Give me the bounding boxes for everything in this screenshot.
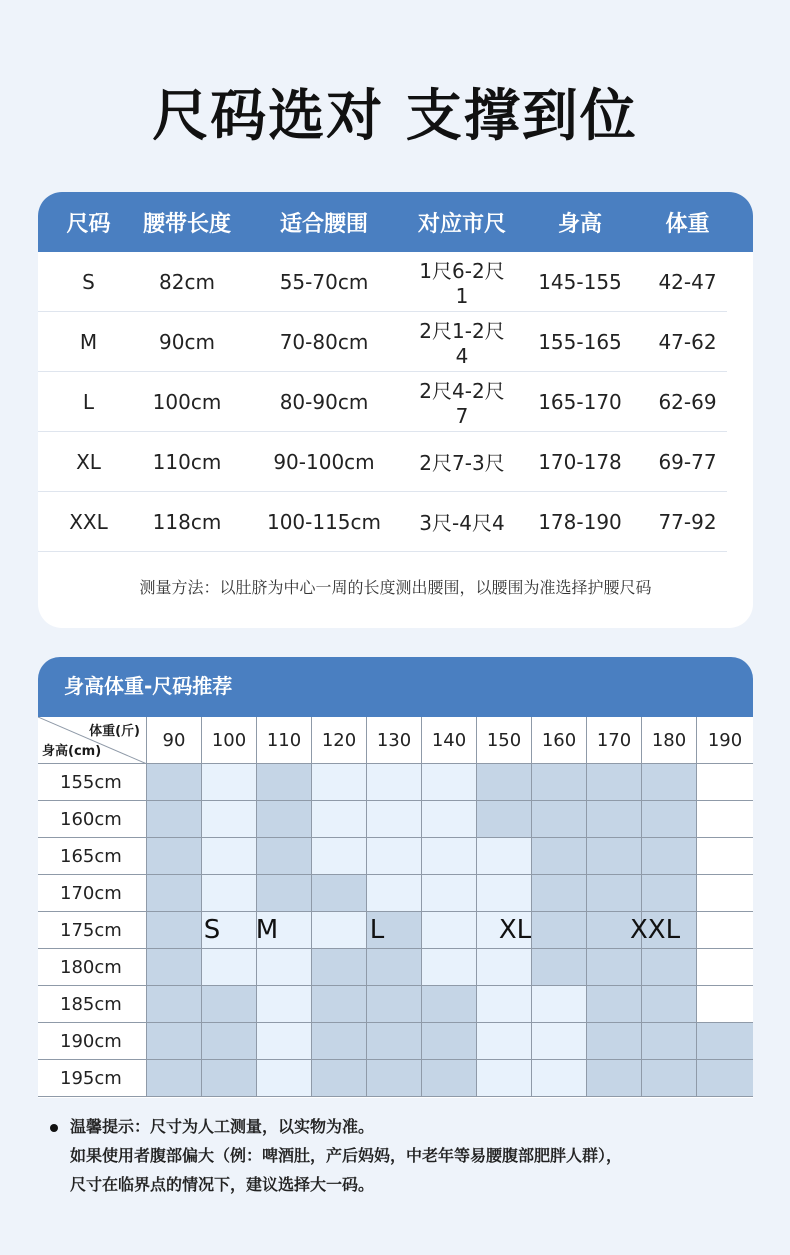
header-waist: 适合腰围 bbox=[279, 211, 368, 237]
table-row bbox=[38, 372, 727, 432]
cell-waist: 90-100cm bbox=[273, 449, 375, 474]
bullet-icon bbox=[50, 1124, 58, 1132]
grid-cell bbox=[147, 1060, 202, 1097]
grid-cell bbox=[257, 949, 312, 986]
tip-line-2: 如果使用者腹部偏大（例：啤酒肚，产后妈妈，中老年等易腰腹部肥胖人群）， bbox=[70, 1146, 623, 1165]
grid-cell bbox=[697, 838, 753, 875]
grid-cell bbox=[147, 1023, 202, 1060]
header-height: 身高 bbox=[557, 211, 602, 237]
grid-cell bbox=[422, 1023, 477, 1060]
grid-cell bbox=[642, 949, 697, 986]
cell-height: 155-165 bbox=[538, 329, 622, 354]
grid-cell bbox=[642, 764, 697, 801]
grid-cell bbox=[312, 1023, 367, 1060]
cell-market-chi: 2尺7-3尺 bbox=[419, 451, 505, 475]
grid-cell bbox=[202, 838, 257, 875]
grid-cell bbox=[532, 875, 587, 912]
cell-waist: 55-70cm bbox=[279, 269, 369, 294]
cell-height: 178-190 bbox=[538, 509, 622, 534]
grid-cell bbox=[477, 1023, 532, 1060]
grid-cell bbox=[312, 764, 367, 801]
grid-cell bbox=[532, 986, 587, 1023]
corner-height-label: 身高(cm) bbox=[42, 744, 102, 759]
grid-cell bbox=[477, 801, 532, 838]
size-label-l: L bbox=[369, 915, 385, 945]
table-row bbox=[38, 312, 727, 372]
height-row-label: 175cm bbox=[38, 912, 147, 949]
weight-header-cell: 180 bbox=[642, 717, 697, 764]
tip-line-1: 温馨提示：尺寸为人工测量，以实物为准。 bbox=[70, 1117, 375, 1136]
grid-cell bbox=[532, 949, 587, 986]
grid-cell bbox=[642, 801, 697, 838]
grid-cell bbox=[477, 764, 532, 801]
size-label-s: S bbox=[203, 915, 221, 945]
grid-cell bbox=[697, 986, 753, 1023]
grid-cell bbox=[642, 838, 697, 875]
height-row-label: 190cm bbox=[38, 1023, 147, 1060]
grid-cell bbox=[422, 875, 477, 912]
grid-cell bbox=[312, 986, 367, 1023]
grid-cell bbox=[257, 1023, 312, 1060]
grid-cell bbox=[587, 949, 642, 986]
grid-cell bbox=[202, 986, 257, 1023]
weight-header-cell: 100 bbox=[202, 717, 257, 764]
grid-cell bbox=[367, 949, 422, 986]
recommend-card bbox=[38, 657, 753, 1098]
cell-weight: 69-77 bbox=[658, 449, 717, 474]
page-title: 尺码选对 支撑到位 bbox=[152, 84, 638, 149]
cell-market-chi: 1尺6-2尺1 bbox=[419, 259, 505, 308]
grid-cell bbox=[202, 801, 257, 838]
grid-cell bbox=[257, 875, 312, 912]
grid-cell bbox=[147, 875, 202, 912]
cell-belt-length: 90cm bbox=[159, 329, 215, 354]
grid-cell bbox=[367, 764, 422, 801]
grid-cell bbox=[532, 1060, 587, 1097]
grid-cell bbox=[147, 838, 202, 875]
grid-cell bbox=[532, 912, 587, 949]
header-size: 尺码 bbox=[66, 211, 111, 237]
grid-cell bbox=[422, 764, 477, 801]
grid-cell bbox=[312, 801, 367, 838]
cell-height: 145-155 bbox=[538, 269, 622, 294]
grid-cell bbox=[312, 875, 367, 912]
grid-cell bbox=[257, 1060, 312, 1097]
table-row bbox=[38, 432, 727, 492]
grid-cell bbox=[532, 801, 587, 838]
cell-waist: 100-115cm bbox=[266, 509, 382, 534]
grid-cell bbox=[367, 1060, 422, 1097]
grid-cell bbox=[642, 875, 697, 912]
measure-note: 测量方法：以肚脐为中心一周的长度测出腰围，以腰围为准选择护腰尺码 bbox=[139, 578, 652, 597]
cell-market-chi: 2尺1-2尺4 bbox=[419, 319, 505, 368]
grid-cell bbox=[587, 838, 642, 875]
cell-size: S bbox=[82, 269, 95, 294]
table-row bbox=[38, 252, 727, 312]
grid-cell bbox=[697, 949, 753, 986]
height-row-label: 195cm bbox=[38, 1060, 147, 1097]
grid-cell bbox=[202, 1060, 257, 1097]
grid-cell bbox=[587, 875, 642, 912]
grid-corner bbox=[38, 717, 147, 764]
grid-cell bbox=[587, 764, 642, 801]
cell-size: M bbox=[79, 329, 98, 354]
grid-cell bbox=[587, 1023, 642, 1060]
cell-height: 170-178 bbox=[538, 449, 622, 474]
grid-cell bbox=[697, 1023, 753, 1060]
grid-cell bbox=[312, 1060, 367, 1097]
weight-header-cell: 150 bbox=[477, 717, 532, 764]
grid-cell bbox=[202, 875, 257, 912]
grid-cell bbox=[422, 912, 477, 949]
height-row-label: 165cm bbox=[38, 838, 147, 875]
height-row-label: 160cm bbox=[38, 801, 147, 838]
cell-waist: 70-80cm bbox=[279, 329, 369, 354]
grid-cell bbox=[422, 838, 477, 875]
cell-weight: 62-69 bbox=[658, 389, 717, 414]
grid-cell bbox=[477, 986, 532, 1023]
height-row-label: 155cm bbox=[38, 764, 147, 801]
size-table-body bbox=[38, 252, 753, 552]
grid-cell bbox=[202, 949, 257, 986]
grid-cell bbox=[532, 1023, 587, 1060]
grid-cell bbox=[147, 912, 202, 949]
grid-cell bbox=[367, 986, 422, 1023]
grid-cell bbox=[587, 986, 642, 1023]
grid-cell bbox=[147, 801, 202, 838]
grid-cell bbox=[422, 949, 477, 986]
grid-cell bbox=[477, 949, 532, 986]
weight-header-cell: 130 bbox=[367, 717, 422, 764]
cell-weight: 77-92 bbox=[658, 509, 717, 534]
cell-belt-length: 82cm bbox=[159, 269, 215, 294]
grid-cell bbox=[422, 986, 477, 1023]
grid-cell bbox=[312, 912, 367, 949]
grid-cell bbox=[477, 875, 532, 912]
size-table-header bbox=[38, 192, 753, 252]
grid-cell bbox=[312, 838, 367, 875]
weight-header-cell: 190 bbox=[697, 717, 753, 764]
grid-cell bbox=[257, 764, 312, 801]
grid-cell bbox=[477, 1060, 532, 1097]
weight-header-cell: 120 bbox=[312, 717, 367, 764]
grid-cell bbox=[147, 949, 202, 986]
grid-cell bbox=[202, 764, 257, 801]
cell-belt-length: 110cm bbox=[152, 449, 222, 474]
cell-height: 165-170 bbox=[538, 389, 622, 414]
weight-header-cell: 170 bbox=[587, 717, 642, 764]
weight-header-cell: 140 bbox=[422, 717, 477, 764]
grid-cell bbox=[697, 875, 753, 912]
grid-cell bbox=[697, 912, 753, 949]
cell-market-chi: 3尺-4尺4 bbox=[419, 511, 505, 535]
grid-cell bbox=[147, 764, 202, 801]
cell-market-chi: 2尺4-2尺7 bbox=[419, 379, 505, 428]
header-market-chi: 对应市尺 bbox=[417, 211, 506, 237]
grid-cell bbox=[477, 838, 532, 875]
grid-cell bbox=[532, 764, 587, 801]
grid-cell bbox=[367, 875, 422, 912]
cell-weight: 42-47 bbox=[658, 269, 717, 294]
grid-cell bbox=[367, 838, 422, 875]
grid-cell bbox=[202, 1023, 257, 1060]
grid-cell bbox=[257, 838, 312, 875]
corner-weight-label: 体重(斤) bbox=[89, 724, 140, 739]
grid-cell bbox=[367, 1023, 422, 1060]
cell-weight: 47-62 bbox=[658, 329, 717, 354]
cell-belt-length: 118cm bbox=[152, 509, 222, 534]
header-weight: 体重 bbox=[665, 211, 710, 237]
weight-header-cell: 110 bbox=[257, 717, 312, 764]
grid-cell bbox=[697, 764, 753, 801]
tips bbox=[50, 1112, 622, 1199]
table-row bbox=[38, 492, 727, 552]
grid-cell bbox=[697, 801, 753, 838]
grid-cell bbox=[422, 1060, 477, 1097]
tip-line-3: 尺寸在临界点的情况下，建议选择大一码。 bbox=[70, 1175, 375, 1194]
cell-belt-length: 100cm bbox=[152, 389, 222, 414]
grid-cell bbox=[697, 1060, 753, 1097]
size-label-xl: XL bbox=[498, 915, 532, 945]
cell-waist: 80-90cm bbox=[279, 389, 369, 414]
grid-cell bbox=[367, 801, 422, 838]
grid-cell bbox=[587, 1060, 642, 1097]
weight-header-cell: 160 bbox=[532, 717, 587, 764]
size-label-xxl: XXL bbox=[629, 915, 681, 945]
size-label-m: M bbox=[255, 915, 279, 945]
grid-cell bbox=[312, 949, 367, 986]
cell-size: L bbox=[82, 389, 95, 414]
height-row-label: 170cm bbox=[38, 875, 147, 912]
grid-cell bbox=[642, 1060, 697, 1097]
weight-header-cell: 90 bbox=[147, 717, 202, 764]
height-row-label: 185cm bbox=[38, 986, 147, 1023]
grid-cell bbox=[532, 838, 587, 875]
grid-cell bbox=[257, 986, 312, 1023]
grid-cell bbox=[642, 986, 697, 1023]
grid-cell bbox=[257, 801, 312, 838]
header-belt-length: 腰带长度 bbox=[142, 211, 231, 237]
grid-cell bbox=[642, 1023, 697, 1060]
grid-cell bbox=[587, 801, 642, 838]
grid-cell bbox=[422, 801, 477, 838]
size-table-card bbox=[38, 192, 753, 628]
cell-size: XXL bbox=[69, 509, 108, 534]
cell-size: XL bbox=[76, 449, 101, 474]
recommend-title: 身高体重-尺码推荐 bbox=[38, 657, 753, 717]
height-row-label: 180cm bbox=[38, 949, 147, 986]
grid-cell bbox=[147, 986, 202, 1023]
